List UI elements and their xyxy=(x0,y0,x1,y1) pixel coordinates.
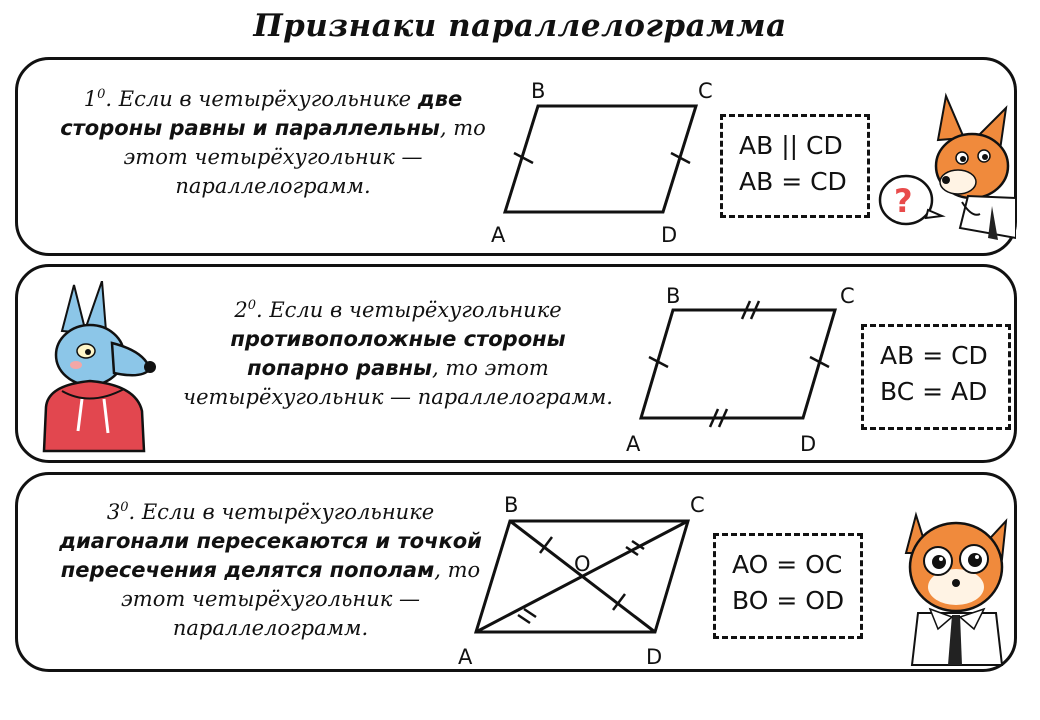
label-b: B xyxy=(504,493,519,517)
criterion-3-bold: диагонали пересекаются и точкой пересечения делятся пополам xyxy=(59,529,482,582)
criterion-3-text xyxy=(48,493,493,643)
criterion-3-after: , то этот четырёхугольник — параллелограмм. xyxy=(121,558,481,640)
criterion-card-2 xyxy=(15,264,1017,463)
page-title: Признаки параллелограмма xyxy=(253,8,787,44)
label-b: B xyxy=(531,79,546,103)
formula-box-2 xyxy=(861,324,1011,430)
criterion-3-sup: 0 xyxy=(120,500,129,515)
wolf-hoodie-icon xyxy=(32,281,167,456)
parallelogram-2 xyxy=(618,279,858,454)
criterion-card-1 xyxy=(15,57,1017,256)
label-a: A xyxy=(626,432,641,454)
criterion-1-text xyxy=(58,80,488,201)
criterion-1-after: , то этот четырёхугольник — параллелограмм. xyxy=(123,116,486,198)
criterion-1-number: 1 xyxy=(83,87,98,111)
question-bubble-icon xyxy=(880,176,942,224)
criterion-2-before: . Если в четырёхугольнике xyxy=(255,298,562,322)
label-c: C xyxy=(690,493,705,517)
parallelogram-1-shape xyxy=(505,106,696,212)
criterion-2-bold: противоположные стороны попарно равны xyxy=(230,327,566,380)
tick-ao-1 xyxy=(518,615,530,623)
parallelogram-1 xyxy=(483,72,723,247)
label-a: A xyxy=(458,645,473,667)
fox-surprised-icon xyxy=(898,487,1010,667)
criterion-3-number: 3 xyxy=(106,500,121,524)
label-b: B xyxy=(666,284,681,308)
parallelogram-2-shape xyxy=(641,310,835,418)
criterion-1-before: . Если в четырёхугольнике xyxy=(105,87,418,111)
formula-box-3 xyxy=(713,533,863,639)
criterion-2-sup: 0 xyxy=(247,298,256,313)
fox-thinking-icon xyxy=(876,88,1016,256)
formula-1-line-2: AB = CD xyxy=(739,167,847,196)
criterion-3-before: . Если в четырёхугольнике xyxy=(128,500,435,524)
label-a: A xyxy=(491,223,506,247)
label-d: D xyxy=(646,645,663,667)
label-d: D xyxy=(661,223,678,247)
criterion-2-after: , то этот четырёхугольник — параллелограмм. xyxy=(183,356,613,409)
criterion-2-number: 2 xyxy=(234,298,248,322)
criterion-card-3 xyxy=(15,472,1017,672)
criterion-1-sup: 0 xyxy=(97,87,106,102)
label-c: C xyxy=(698,79,713,103)
formula-3-line-1: AO = OC xyxy=(732,550,843,579)
svg-text:?: ? xyxy=(894,182,913,220)
label-o: O xyxy=(574,552,591,576)
formula-3-line-2: BO = OD xyxy=(732,586,845,615)
tick-ao-2 xyxy=(524,609,536,617)
criterion-2-text xyxy=(183,291,613,412)
formula-2-line-1: AB = CD xyxy=(880,341,988,370)
formula-1-line-1: AB || CD xyxy=(739,131,843,160)
formula-box-1 xyxy=(720,114,870,218)
criterion-1-bold: две стороны равны и параллельны xyxy=(60,87,463,140)
label-c: C xyxy=(840,284,855,308)
label-d: D xyxy=(800,432,817,454)
parallelogram-3 xyxy=(458,487,708,667)
formula-2-line-2: BC = AD xyxy=(880,377,988,406)
